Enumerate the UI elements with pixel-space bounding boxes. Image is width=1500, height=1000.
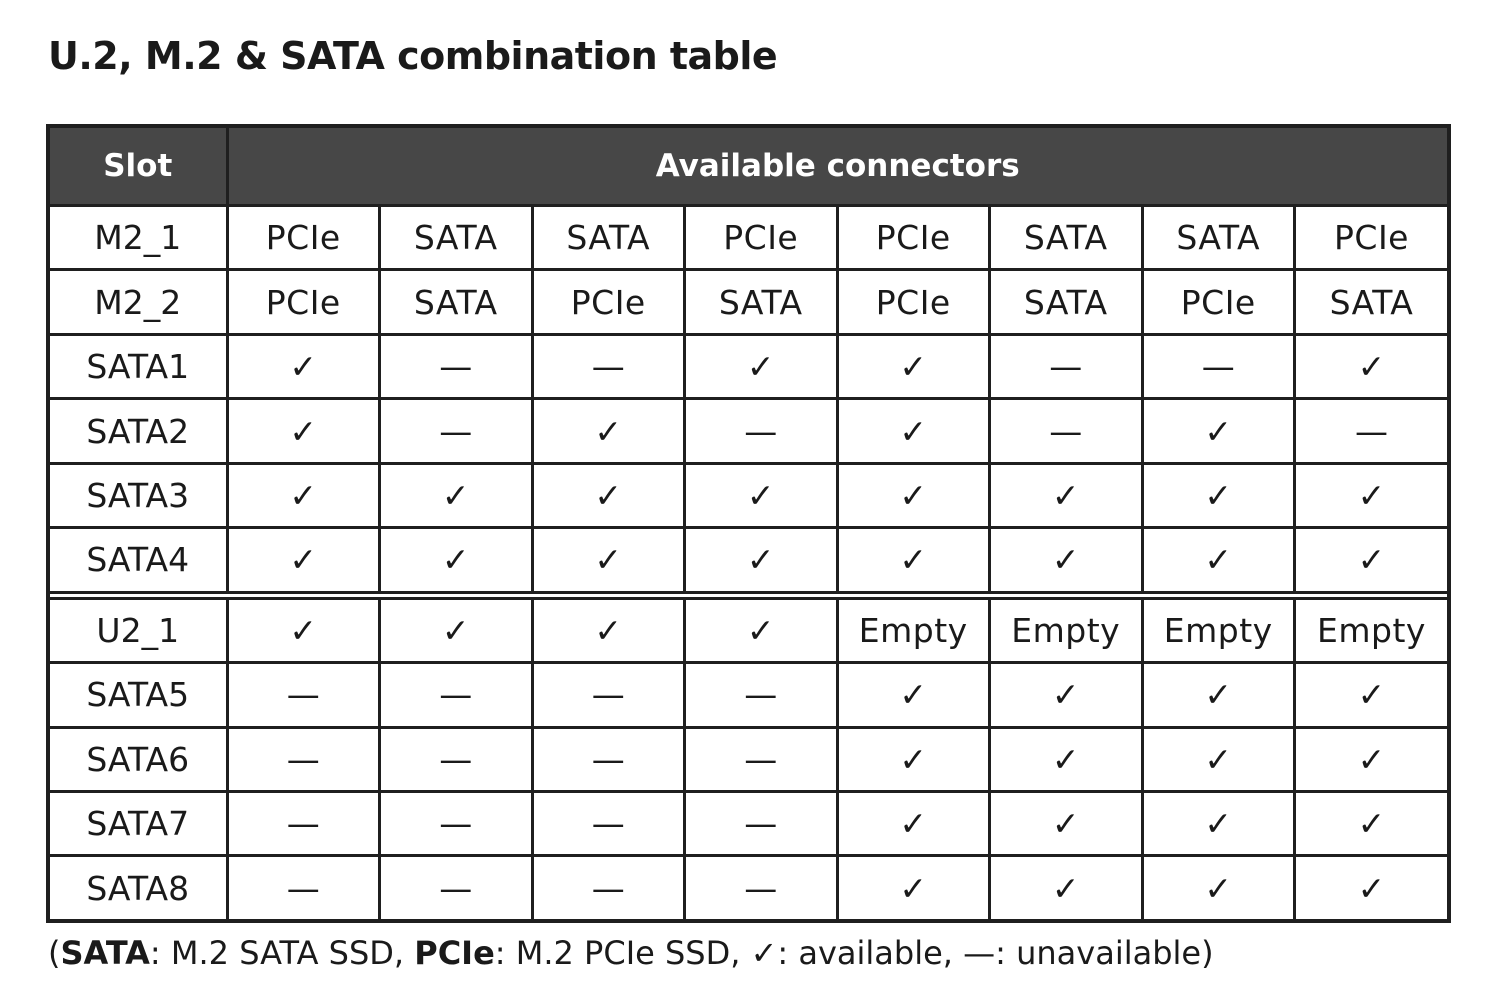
dash-icon: — [380, 856, 533, 919]
check-icon: ✓ [380, 528, 533, 595]
legend-sata-term: SATA [60, 934, 150, 972]
check-icon: ✓ [837, 399, 990, 463]
dash-icon: — [532, 856, 685, 919]
dash-icon: — [380, 663, 533, 727]
check-icon: ✓ [685, 528, 838, 595]
legend-check-icon: ✓ [750, 934, 778, 972]
table-header-row [50, 128, 1447, 206]
dash-icon: — [532, 792, 685, 856]
connector-cell: SATA [990, 206, 1143, 270]
check-icon: ✓ [1142, 399, 1295, 463]
dash-icon: — [990, 399, 1143, 463]
legend-dash-icon: — [963, 934, 996, 972]
check-icon: ✓ [685, 463, 838, 527]
table-row [50, 595, 1447, 662]
table-body [50, 206, 1447, 920]
check-icon: ✓ [837, 663, 990, 727]
check-icon: ✓ [380, 463, 533, 527]
legend-dash-desc: : unavailable [995, 934, 1202, 972]
legend-sata-desc: : M.2 SATA SSD, [149, 934, 415, 972]
connector-cell: PCIe [685, 206, 838, 270]
check-icon: ✓ [990, 528, 1143, 595]
check-icon: ✓ [1142, 528, 1295, 595]
connector-cell: SATA [380, 206, 533, 270]
check-icon: ✓ [1142, 727, 1295, 791]
connector-cell: PCIe [1142, 270, 1295, 334]
table-row [50, 270, 1447, 334]
slot-label: SATA7 [50, 792, 227, 856]
check-icon: ✓ [990, 856, 1143, 919]
slot-label: SATA8 [50, 856, 227, 919]
slot-label: SATA1 [50, 334, 227, 398]
table-row [50, 528, 1447, 595]
connector-cell: PCIe [1295, 206, 1448, 270]
check-icon: ✓ [1142, 856, 1295, 919]
connector-cell: Empty [1295, 595, 1448, 662]
check-icon: ✓ [1295, 663, 1448, 727]
check-icon: ✓ [1142, 663, 1295, 727]
connector-cell: SATA [1295, 270, 1448, 334]
slot-label: M2_1 [50, 206, 227, 270]
table-row [50, 463, 1447, 527]
slot-label: SATA4 [50, 528, 227, 595]
check-icon: ✓ [1295, 792, 1448, 856]
dash-icon: — [227, 663, 380, 727]
check-icon: ✓ [227, 334, 380, 398]
combination-table [50, 128, 1447, 919]
check-icon: ✓ [532, 463, 685, 527]
check-icon: ✓ [1142, 792, 1295, 856]
dash-icon: — [685, 399, 838, 463]
connector-cell: PCIe [837, 206, 990, 270]
slot-label: SATA3 [50, 463, 227, 527]
legend-check-desc: : available, [777, 934, 964, 972]
check-icon: ✓ [532, 528, 685, 595]
connector-cell: SATA [380, 270, 533, 334]
connector-cell: SATA [685, 270, 838, 334]
check-icon: ✓ [1142, 463, 1295, 527]
table-row [50, 792, 1447, 856]
legend-close-paren: ) [1201, 934, 1214, 972]
table-row [50, 334, 1447, 398]
connector-cell: SATA [1142, 206, 1295, 270]
table-row [50, 727, 1447, 791]
legend-pcie-desc: : M.2 PCIe SSD, [494, 934, 751, 972]
connector-cell: Empty [990, 595, 1143, 662]
check-icon: ✓ [685, 334, 838, 398]
check-icon: ✓ [532, 595, 685, 662]
header-available-connectors: Available connectors [227, 128, 1447, 206]
check-icon: ✓ [837, 334, 990, 398]
header-slot: Slot [50, 128, 227, 206]
dash-icon: — [685, 792, 838, 856]
page-title: U.2, M.2 & SATA combination table [48, 34, 778, 78]
dash-icon: — [380, 334, 533, 398]
check-icon: ✓ [837, 463, 990, 527]
check-icon: ✓ [837, 792, 990, 856]
connector-cell: PCIe [227, 206, 380, 270]
dash-icon: — [685, 663, 838, 727]
check-icon: ✓ [837, 856, 990, 919]
legend-open-paren: ( [48, 934, 61, 972]
connector-cell: SATA [532, 206, 685, 270]
slot-label: SATA6 [50, 727, 227, 791]
check-icon: ✓ [227, 463, 380, 527]
check-icon: ✓ [532, 399, 685, 463]
legend-pcie-term: PCIe [414, 934, 495, 972]
check-icon: ✓ [837, 528, 990, 595]
check-icon: ✓ [990, 727, 1143, 791]
check-icon: ✓ [1295, 727, 1448, 791]
dash-icon: — [685, 727, 838, 791]
combination-table-frame [46, 124, 1451, 923]
dash-icon: — [1295, 399, 1448, 463]
check-icon: ✓ [990, 792, 1143, 856]
connector-cell: Empty [1142, 595, 1295, 662]
table-row [50, 856, 1447, 919]
check-icon: ✓ [227, 528, 380, 595]
slot-label: U2_1 [50, 595, 227, 662]
dash-icon: — [380, 727, 533, 791]
slot-label: M2_2 [50, 270, 227, 334]
check-icon: ✓ [837, 727, 990, 791]
check-icon: ✓ [1295, 528, 1448, 595]
dash-icon: — [380, 792, 533, 856]
check-icon: ✓ [1295, 856, 1448, 919]
dash-icon: — [532, 727, 685, 791]
connector-cell: PCIe [837, 270, 990, 334]
dash-icon: — [532, 334, 685, 398]
check-icon: ✓ [990, 663, 1143, 727]
connector-cell: PCIe [532, 270, 685, 334]
dash-icon: — [990, 334, 1143, 398]
legend-note [48, 934, 1214, 972]
dash-icon: — [532, 663, 685, 727]
check-icon: ✓ [1295, 463, 1448, 527]
dash-icon: — [1142, 334, 1295, 398]
check-icon: ✓ [227, 399, 380, 463]
dash-icon: — [227, 792, 380, 856]
connector-cell: SATA [990, 270, 1143, 334]
dash-icon: — [227, 856, 380, 919]
dash-icon: — [227, 727, 380, 791]
table-row [50, 206, 1447, 270]
check-icon: ✓ [1295, 334, 1448, 398]
table-row [50, 663, 1447, 727]
table-row [50, 399, 1447, 463]
slot-label: SATA5 [50, 663, 227, 727]
check-icon: ✓ [227, 595, 380, 662]
slot-label: SATA2 [50, 399, 227, 463]
dash-icon: — [380, 399, 533, 463]
check-icon: ✓ [685, 595, 838, 662]
dash-icon: — [685, 856, 838, 919]
connector-cell: PCIe [227, 270, 380, 334]
connector-cell: Empty [837, 595, 990, 662]
check-icon: ✓ [380, 595, 533, 662]
check-icon: ✓ [990, 463, 1143, 527]
